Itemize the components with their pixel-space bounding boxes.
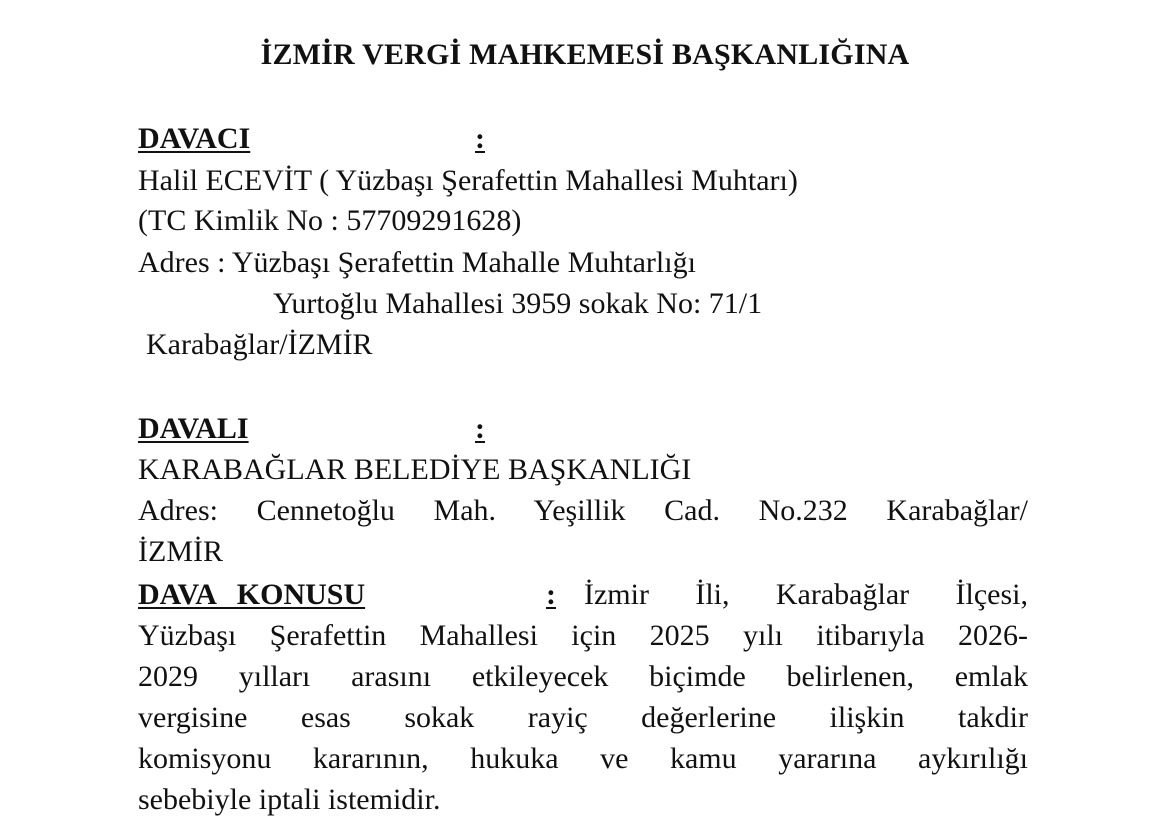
davaci-label: DAVACI [138,122,251,155]
davali-colon: : [475,412,485,445]
dava-konusu-line: vergisine esas sokak rayiç değerlerine ilişkin takdir [138,701,1028,734]
davaci-address-line: Adres : Yüzbaşı Şerafettin Mahalle Muhtarlığı [138,246,696,279]
dava-konusu-line: 2029 yılları arasını etkileyecek biçimde belirlenen, emlak [138,660,1028,693]
dava-konusu-line: sebebiyle iptali istemidir. [138,783,441,816]
document-title: İZMİR VERGİ MAHKEMESİ BAŞKANLIĞINA [260,38,910,71]
dava-konusu-body [138,619,1028,824]
davaci-name-line: Halil ECEVİT ( Yüzbaşı Şerafettin Mahallesi Muhtarı) [138,164,798,197]
dava-konusu-line: Yüzbaşı Şerafettin Mahallesi için 2025 yılı itibarıyla 2026- [138,619,1028,652]
dava-konusu-colon: : [546,578,556,611]
dava-konusu-line: komisyonu kararının, hukuka ve kamu yararına aykırılığı [138,742,1028,775]
davali-address-line [138,494,1028,535]
davaci-address-city: Karabağlar/İZMİR [146,328,373,361]
davali-label: DAVALI [138,412,249,445]
davaci-colon: : [475,122,485,155]
davali-address-text: Adres: Cennetoğlu Mah. Yeşillik Cad. No.232 Karabağlar/ [138,494,1028,527]
davaci-tc-line: (TC Kimlik No : 57709291628) [138,204,522,237]
davali-address-city: İZMİR [138,535,223,568]
davaci-address-street: Yurtoğlu Mahallesi 3959 sokak No: 71/1 [273,287,763,320]
dava-konusu-label: DAVA KONUSU [138,578,366,611]
dava-konusu-first-text: İzmir İli, Karabağlar İlçesi, [584,578,1028,611]
davali-name-line: KARABAĞLAR BELEDİYE BAŞKANLIĞI [138,453,692,486]
